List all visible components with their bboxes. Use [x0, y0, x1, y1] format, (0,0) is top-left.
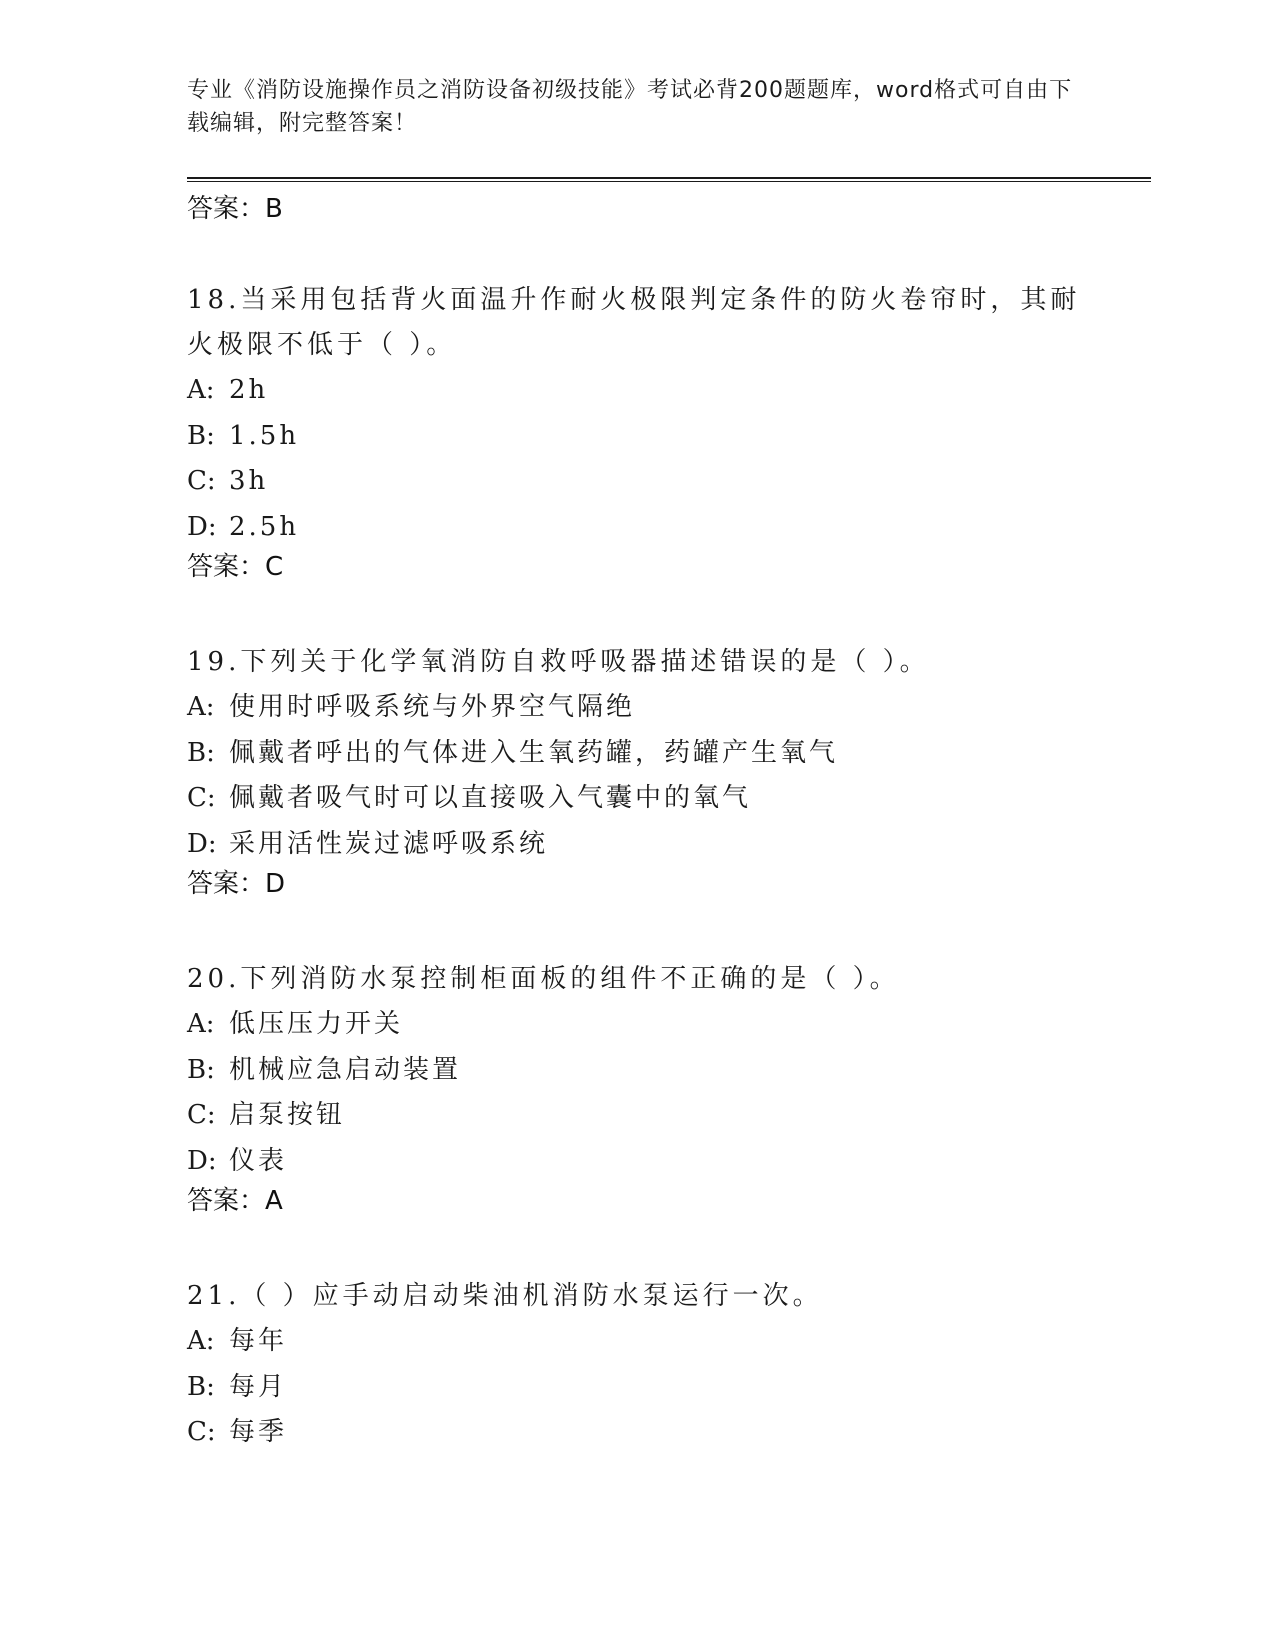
option-letter: D:	[187, 1145, 217, 1176]
option-c	[187, 776, 1087, 822]
question-20	[187, 957, 1087, 1218]
option-d	[187, 505, 1087, 551]
header-divider	[187, 177, 1151, 182]
option-b	[187, 731, 1087, 777]
option-letter: B:	[187, 737, 215, 768]
option-letter: C:	[187, 1417, 216, 1447]
option-text: 机械应急启动装置	[229, 1054, 462, 1085]
option-a	[187, 1002, 1087, 1048]
option-text: 佩戴者呼出的气体进入生氧药罐，药罐产生氧气	[229, 737, 839, 768]
option-text: 仪表	[229, 1145, 288, 1176]
option-text: 每季	[229, 1417, 288, 1447]
option-b	[187, 1048, 1087, 1094]
question-stem: 20.下列消防水泵控制柜面板的组件不正确的是（ ）。	[187, 964, 900, 994]
option-letter: C:	[187, 466, 216, 496]
question-19	[187, 640, 1087, 901]
option-text: 佩戴者吸气时可以直接吸入气囊中的氧气	[229, 783, 752, 813]
option-letter: A:	[187, 1326, 215, 1356]
option-b	[187, 414, 1087, 460]
option-text: 采用活性炭过滤呼吸系统	[229, 828, 549, 859]
option-letter: C:	[187, 1100, 216, 1130]
option-letter: A:	[187, 1009, 215, 1039]
option-text: 2h	[229, 375, 269, 405]
question-stem: 18.当采用包括背火面温升作耐火极限判定条件的防火卷帘时，其耐火极限不低于（ ）。	[187, 285, 1081, 360]
document-header: 专业《消防设施操作员之消防设备初级技能》考试必背200题题库，word格式可自由下载编辑，附完整答案！	[187, 78, 1073, 136]
option-text: 3h	[229, 466, 269, 496]
answer-label: 答案：D	[187, 869, 286, 899]
option-letter: A:	[187, 692, 215, 722]
question-18	[187, 278, 1087, 584]
option-b	[187, 1365, 1087, 1411]
option-text: 启泵按钮	[229, 1100, 346, 1130]
option-letter: B:	[187, 1371, 215, 1402]
option-text: 每月	[229, 1371, 288, 1402]
option-c	[187, 459, 1087, 505]
option-d	[187, 822, 1087, 868]
option-text: 每年	[229, 1326, 288, 1356]
option-letter: B:	[187, 1054, 215, 1085]
option-a	[187, 685, 1087, 731]
answer-label: 答案：B	[187, 194, 283, 224]
question-stem: 21.（ ）应手动启动柴油机消防水泵运行一次。	[187, 1281, 823, 1311]
option-letter: D:	[187, 828, 217, 859]
option-letter: C:	[187, 783, 216, 813]
answer-label: 答案：A	[187, 1186, 283, 1216]
option-text: 1.5h	[229, 420, 300, 451]
option-c	[187, 1093, 1087, 1139]
option-d	[187, 1139, 1087, 1185]
option-a	[187, 1319, 1087, 1365]
previous-answer-block	[187, 192, 1087, 226]
option-a	[187, 368, 1087, 414]
answer-label: 答案：C	[187, 552, 284, 582]
option-letter: A:	[187, 375, 215, 405]
question-stem: 19.下列关于化学氧消防自救呼吸器描述错误的是（ ）。	[187, 647, 930, 677]
option-text: 低压压力开关	[229, 1009, 404, 1039]
option-text: 2.5h	[229, 511, 300, 542]
question-21	[187, 1274, 1087, 1456]
option-c	[187, 1410, 1087, 1456]
option-letter: B:	[187, 420, 215, 451]
option-letter: D:	[187, 511, 217, 542]
option-text: 使用时呼吸系统与外界空气隔绝	[229, 692, 636, 722]
